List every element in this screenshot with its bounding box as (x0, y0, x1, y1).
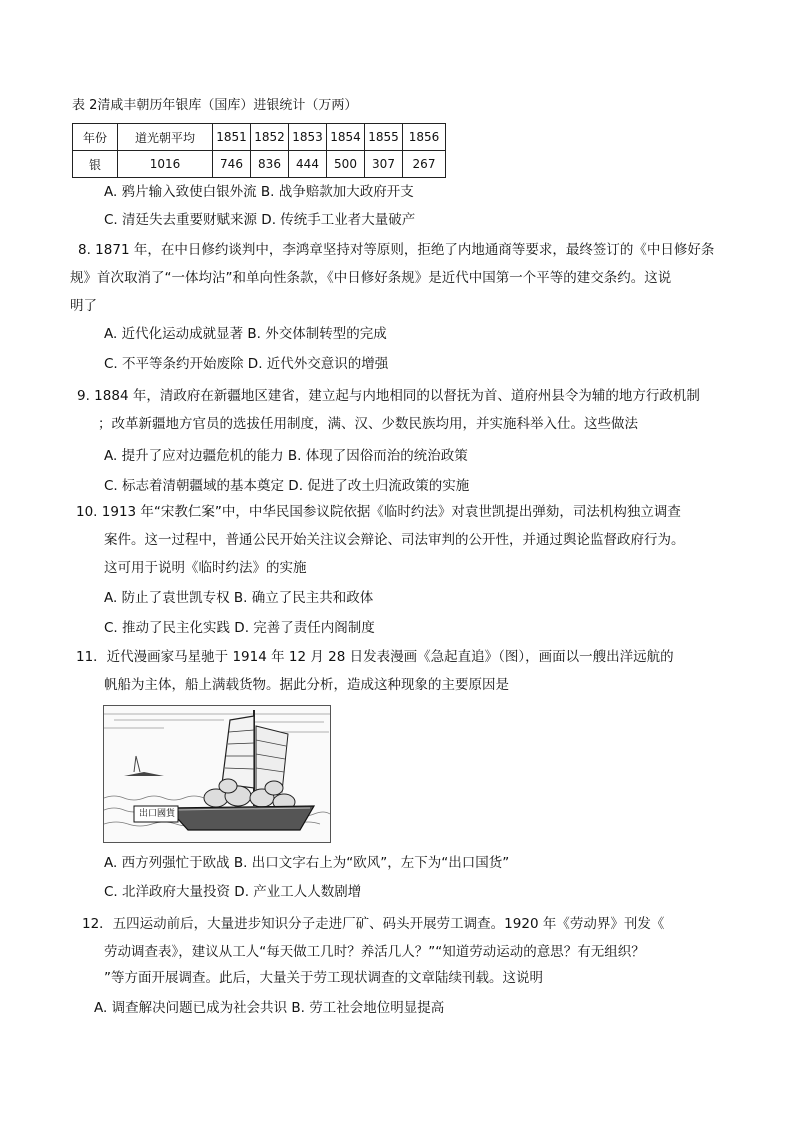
q11-stem-line: 帆船为主体，船上满载货物。据此分析，造成这种现象的主要原因是 (104, 677, 509, 693)
q8-option-line: C. 不平等条约开始废除 D. 近代外交意识的增强 (104, 356, 389, 372)
table-caption: 表 2清咸丰朝历年银库（国库）进银统计（万两） (72, 98, 358, 113)
table-cell: 1016 (118, 151, 213, 178)
q11-option-line: C. 北洋政府大量投资 D. 产业工人人数剧增 (104, 884, 362, 900)
table-header-row (73, 124, 446, 151)
table-cell: 836 (251, 151, 289, 178)
table-cell: 1853 (289, 124, 327, 151)
q12-stem-line: 12．五四运动前后，大量进步知识分子走进厂矿、码头开展劳工调查。1920 年《劳动界》刊发《 (82, 916, 665, 932)
q8-stem-line: 8. 1871 年，在中日修约谈判中，李鸿章坚持对等原则，拒绝了内地通商等要求，最终签订的《中日修好条 (78, 242, 715, 258)
q10-option-line: C. 推动了民主化实践 D. 完善了责任内阁制度 (104, 620, 375, 636)
q11-option-line: A. 西方列强忙于欧战 B. 出口文字右上为“欧风”，左下为“出口国货” (104, 855, 510, 871)
q9-option-line: A. 提升了应对边疆危机的能力 B. 体现了因俗而治的统治政策 (104, 448, 468, 464)
table-cell: 1851 (213, 124, 251, 151)
q8-option-line: A. 近代化运动成就显著 B. 外交体制转型的完成 (104, 326, 387, 342)
q9-stem-line: ；改革新疆地方官员的选拔任用制度，满、汉、少数民族均用，并实施科举入仕。这些做法 (98, 416, 638, 432)
q10-stem-line: 这可用于说明《临时约法》的实施 (104, 560, 307, 576)
table-cell: 1855 (365, 124, 403, 151)
table-cell: 746 (213, 151, 251, 178)
table-row (73, 151, 446, 178)
cartoon-label: 出口國貨 (138, 809, 175, 819)
table-cell: 银 (73, 151, 118, 178)
q8-stem-line: 规》首次取消了“一体均沾”和单向性条款，《中日修好条规》是近代中国第一个平等的建交条约。这说 (70, 270, 672, 286)
table-cell: 1856 (403, 124, 446, 151)
q10-stem-line: 10. 1913 年“宋教仁案”中，中华民国参议院依据《临时约法》对袁世凯提出弹劾，司法机构独立调查 (76, 504, 681, 520)
q10-stem-line: 案件。这一过程中，普通公民开始关注议会辩论、司法审判的公开性，并通过舆论监督政府行为。 (104, 532, 685, 548)
table-cell: 道光朝平均 (118, 124, 213, 151)
q11-stem-line: 11．近代漫画家马星驰于 1914 年 12 月 28 日发表漫画《急起直追》（图），画面以一艘出洋远航的 (76, 649, 674, 665)
table-cell: 年份 (73, 124, 118, 151)
silver-income-table (72, 123, 446, 178)
q9-option-line: C. 标志着清朝疆域的基本奠定 D. 促进了改土归流政策的实施 (104, 478, 470, 494)
sailboat-drawing (104, 706, 330, 842)
q12-stem-line: ”等方面开展调查。此后，大量关于劳工现状调查的文章陆续刊载。这说明 (104, 970, 543, 986)
table-cell: 267 (403, 151, 446, 178)
cartoon-illustration (103, 705, 331, 843)
q7-option-line: C. 清廷失去重要财赋来源 D. 传统手工业者大量破产 (104, 212, 416, 228)
table-cell: 1852 (251, 124, 289, 151)
table-cell: 1854 (327, 124, 365, 151)
q12-option-line: A. 调查解决问题已成为社会共识 B. 劳工社会地位明显提高 (94, 1000, 445, 1016)
q12-stem-line: 劳动调查表》，建议从工人“每天做工几时？养活几人？”“知道劳动运动的意思？有无组织？ (104, 944, 645, 960)
table-cell: 500 (327, 151, 365, 178)
table-cell: 307 (365, 151, 403, 178)
q7-option-line: A. 鸦片输入致使白银外流 B. 战争赔款加大政府开支 (104, 184, 414, 200)
q9-stem-line: 9. 1884 年，清政府在新疆地区建省，建立起与内地相同的以督抚为首、道府州县令为辅的地方行政机制 (77, 388, 700, 404)
q8-stem-line: 明了 (70, 298, 97, 314)
table-cell: 444 (289, 151, 327, 178)
q10-option-line: A. 防止了袁世凯专权 B. 确立了民主共和政体 (104, 590, 374, 606)
